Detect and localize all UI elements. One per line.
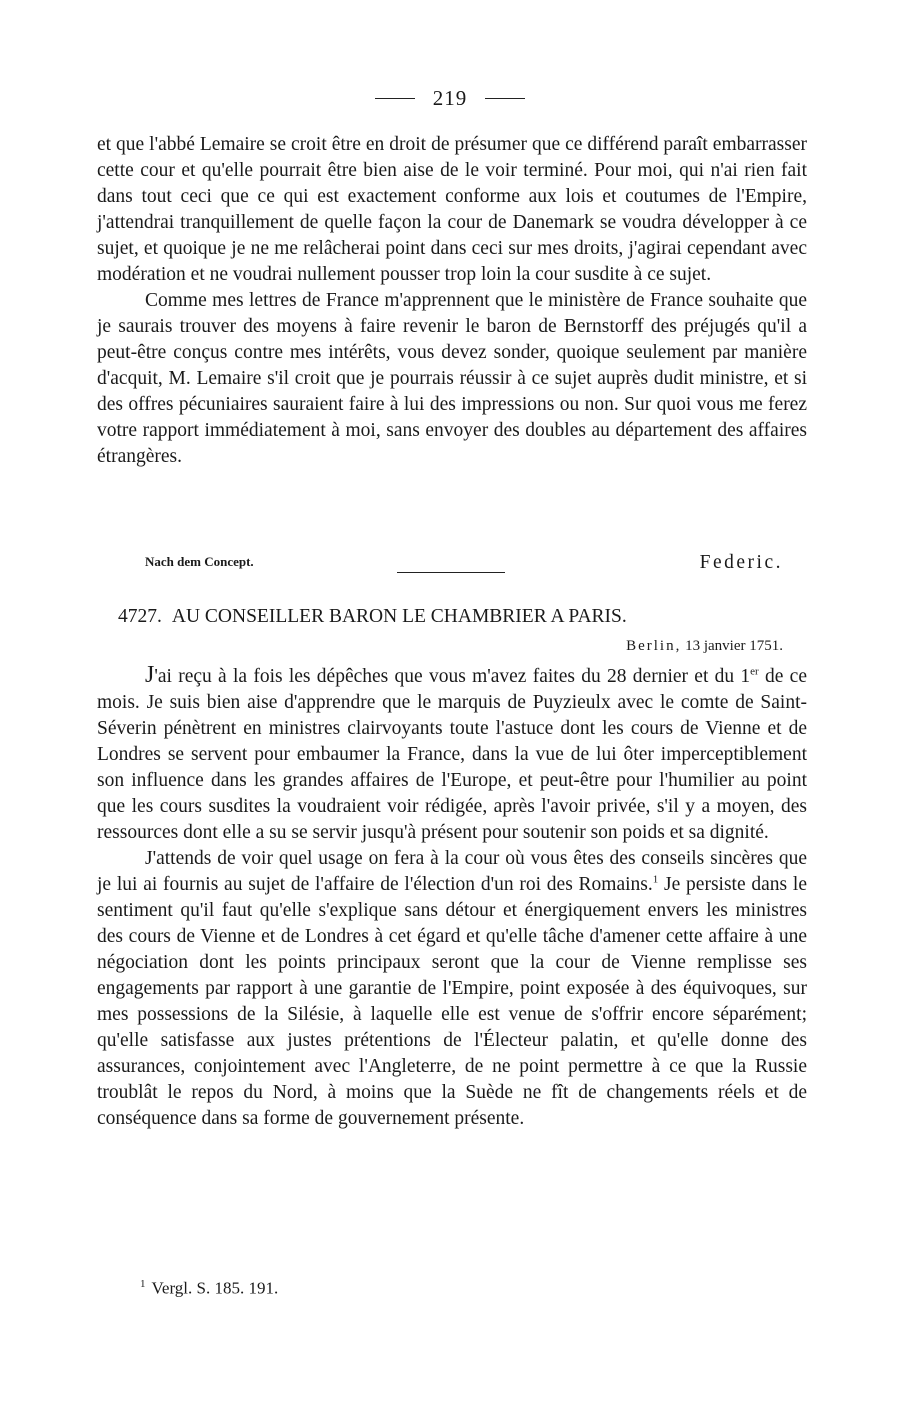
signature: Federic. (699, 552, 783, 573)
letter-title: AU CONSEILLER BARON LE CHAMBRIER A PARIS. (171, 606, 627, 627)
source-note: Nach dem Concept. (145, 554, 254, 569)
paragraph-text: J'attends de voir quel usage on fera à la cour où vous êtes des conseils sincères que je lui ai fournis au sujet de l'affaire de l'élection d'un roi des Romains. (97, 848, 807, 895)
header-rule-left (375, 98, 415, 99)
letter-heading (118, 606, 788, 628)
closing-line (145, 552, 783, 578)
date: 13 janvier 1751. (685, 638, 783, 654)
header-rule-right (485, 98, 525, 99)
paragraph (97, 662, 807, 846)
letter-number: 4727. (118, 606, 162, 627)
ordinal-superscript: er (750, 665, 759, 678)
footnote (140, 1278, 278, 1299)
paragraph-text: 'ai reçu à la fois les dépêches que vous m'avez faites du 28 dernier et du 1 (154, 666, 751, 687)
page-header (0, 86, 900, 111)
section-divider (397, 572, 505, 573)
footnote-mark: 1 (140, 1278, 146, 1290)
date-place: Berlin, (626, 638, 682, 654)
paragraph: Comme mes lettres de France m'apprennent que le ministère de France souhaite que je saurais trouver des moyens à faire revenir le baron de Bernstorff des préjugés qu'il a peut-être conçus contre mes intérêts, vous devez sonder, quoique seulement par manière d'acquit, M. Lemaire s'il croit que je pourrais réussir à ce sujet auprès dudit ministre, et si des offres pécuniaires sauraient faire à lui des impressions ou non. Sur quoi vous me ferez votre rapport immédiatement à moi, sans envoyer des doubles au département des affaires étrangères. (97, 290, 807, 467)
continued-letter-text (97, 132, 807, 470)
footnote-reference: 1 (652, 873, 659, 886)
letter-body (97, 662, 807, 1132)
paragraph (97, 846, 807, 1132)
letter-dateline (626, 638, 783, 655)
paragraph-text: de ce mois. Je suis bien aise d'apprendre que le marquis de Puyzieulx avec le comte de Saint-Séverin pénètrent en ministres clairvoyants toute l'astuce dont les cours de Vienne et de Londres se servent pour embaumer la France, dans la vue de lui ôter imperceptiblement son influence dans les grandes affaires de l'Europe, et peut-être pour l'humilier au point que les cours susdites la voudraient voir rédigée, après l'avoir privée, s'il y a moyen, des ressources dont elle a su se servir jusqu'à présent pour soutenir son poids et sa dignité. (97, 666, 807, 843)
paragraph: et que l'abbé Lemaire se croit être en droit de présumer que ce différend paraît embarrasser cette cour et qu'elle pourrait être bien aise de le voir terminé. Pour moi, qui n'ai rien fait dans tout ceci que ce qui est exactement conforme aux lois et coutumes de l'Empire, j'attendrai tranquillement de quelle façon la cour de Danemark se voudra développer à ce sujet, et quoique je ne me relâcherai point dans ceci sur mes droits, j'agirai cependant avec modération et ne voudrai nullement pousser trop loin la cour susdite à ce sujet. (97, 134, 807, 285)
paragraph-text: Je persiste dans le sentiment qu'il faut qu'elle s'explique sans détour et énergiquement envers les ministres des cours de Vienne et de Londres à cet égard et qu'elle tâche d'amener cette affaire à une négociation dont les points principaux seront que la cour de Vienne remplisse ses engagements par rapport à une garantie de l'Empire, point exposée à des équivoques, sur mes possessions de la Silésie, à laquelle elle est venue de s'offrir encore séparément; qu'elle satisfasse aux justes prétentions de l'Électeur palatin, et qu'elle donne des assurances, conjointement avec l'Angleterre, de ne point permettre à ce que la Russie troublât le repos du Nord, à moins que la Suède ne fît de changements réels et de conséquence dans sa forme de gouvernement présente. (97, 874, 807, 1129)
footnote-text: Vergl. S. 185. 191. (151, 1278, 279, 1298)
initial-letter: J (145, 662, 155, 688)
page-number: 219 (432, 86, 468, 110)
